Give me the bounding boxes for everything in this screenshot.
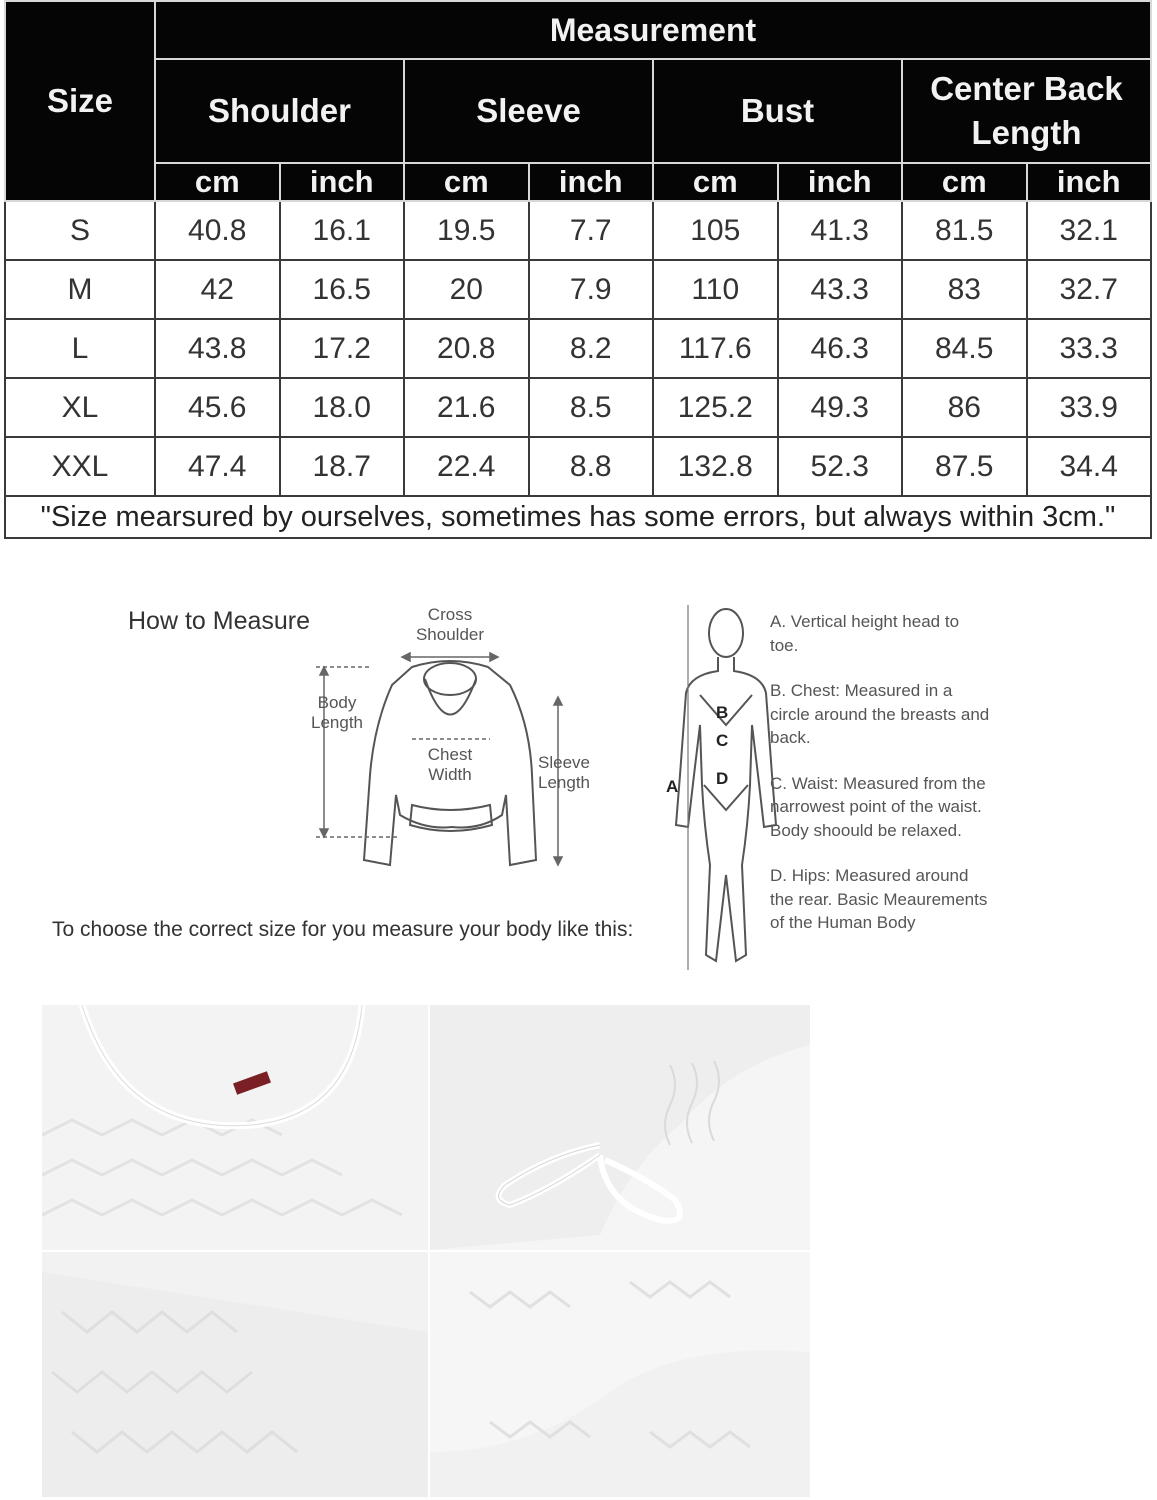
chest-width-label: Chest Width xyxy=(427,745,473,784)
how-to-measure-title: How to Measure xyxy=(128,607,311,635)
table-cell: 20 xyxy=(404,260,529,319)
size-cell: L xyxy=(5,319,155,378)
body-letter-d: D xyxy=(716,769,729,788)
table-cell: 49.3 xyxy=(778,378,903,437)
table-cell: 41.3 xyxy=(778,201,903,260)
table-cell: 132.8 xyxy=(653,437,778,496)
unit-cm: cm xyxy=(902,163,1027,201)
table-cell: 7.7 xyxy=(529,201,654,260)
how-to-measure-section xyxy=(40,575,990,1005)
photo-drawstring xyxy=(430,1005,810,1250)
table-cell: 18.0 xyxy=(280,378,405,437)
cross-shoulder-label: Cross Shoulder xyxy=(415,605,485,644)
table-cell: 84.5 xyxy=(902,319,1027,378)
table-cell: 117.6 xyxy=(653,319,778,378)
table-row xyxy=(5,437,1151,496)
header-bust: Bust xyxy=(653,59,902,163)
table-cell: 22.4 xyxy=(404,437,529,496)
table-cell: 8.5 xyxy=(529,378,654,437)
unit-inch: inch xyxy=(529,163,654,201)
table-row xyxy=(5,260,1151,319)
size-cell: S xyxy=(5,201,155,260)
note-c: C. Waist: Measured from the narrowest point of the waist. Body shoould be relaxed. xyxy=(770,773,986,840)
table-cell: 87.5 xyxy=(902,437,1027,496)
photo-hem xyxy=(42,1252,428,1497)
size-note: "Size mearsured by ourselves, sometimes has some errors, but always within 3cm." xyxy=(5,496,1151,538)
table-cell: 16.1 xyxy=(280,201,405,260)
table-cell: 110 xyxy=(653,260,778,319)
table-cell: 18.7 xyxy=(280,437,405,496)
unit-cm: cm xyxy=(404,163,529,201)
table-cell: 83 xyxy=(902,260,1027,319)
neckline-image xyxy=(42,1005,428,1250)
header-size: Size xyxy=(5,1,155,201)
table-cell: 47.4 xyxy=(155,437,280,496)
note-d: D. Hips: Measured around the rear. Basic Meaurements of the Human Body xyxy=(770,866,988,932)
unit-cm: cm xyxy=(155,163,280,201)
table-cell: 125.2 xyxy=(653,378,778,437)
body-measure-notes xyxy=(770,610,990,957)
header-sleeve: Sleeve xyxy=(404,59,653,163)
unit-inch: inch xyxy=(280,163,405,201)
unit-inch: inch xyxy=(778,163,903,201)
table-cell: 86 xyxy=(902,378,1027,437)
unit-inch: inch xyxy=(1027,163,1152,201)
header-center-back-length xyxy=(902,59,1151,163)
header-shoulder: Shoulder xyxy=(155,59,404,163)
header-measurement: Measurement xyxy=(155,1,1151,59)
body-letter-a: A xyxy=(666,777,679,796)
drawstring-image xyxy=(430,1005,810,1250)
sleeve-length-label: Sleeve Length xyxy=(538,753,590,792)
body-length-label: Body Length xyxy=(311,693,363,732)
size-cell: XL xyxy=(5,378,155,437)
table-cell: 34.4 xyxy=(1027,437,1152,496)
table-cell: 43.8 xyxy=(155,319,280,378)
photo-fabric-detail xyxy=(430,1252,810,1497)
unit-cm: cm xyxy=(653,163,778,201)
table-row xyxy=(5,201,1151,260)
fabric-detail-image xyxy=(430,1252,810,1497)
table-cell: 20.8 xyxy=(404,319,529,378)
size-chart xyxy=(4,0,1152,534)
table-row xyxy=(5,378,1151,437)
table-cell: 8.2 xyxy=(529,319,654,378)
size-cell: XXL xyxy=(5,437,155,496)
table-cell: 7.9 xyxy=(529,260,654,319)
table-cell: 21.6 xyxy=(404,378,529,437)
table-note-row xyxy=(5,496,1151,538)
table-cell: 43.3 xyxy=(778,260,903,319)
table-cell: 33.3 xyxy=(1027,319,1152,378)
table-cell: 40.8 xyxy=(155,201,280,260)
note-a: A. Vertical height head to toe. xyxy=(770,612,960,655)
table-cell: 33.9 xyxy=(1027,378,1152,437)
note-b: B. Chest: Measured in a circle around the breasts and back. xyxy=(770,681,990,747)
table-cell: 81.5 xyxy=(902,201,1027,260)
table-cell: 16.5 xyxy=(280,260,405,319)
table-cell: 32.1 xyxy=(1027,201,1152,260)
table-row xyxy=(5,319,1151,378)
size-cell: M xyxy=(5,260,155,319)
choose-size-text: To choose the correct size for you measure your body like this: xyxy=(52,918,634,941)
table-cell: 46.3 xyxy=(778,319,903,378)
body-letter-c: C xyxy=(716,731,729,750)
hem-image xyxy=(42,1252,428,1497)
table-cell: 8.8 xyxy=(529,437,654,496)
header-center-back-length-text: Center Back Length xyxy=(930,70,1123,151)
photo-neckline xyxy=(42,1005,428,1250)
table-cell: 19.5 xyxy=(404,201,529,260)
table-cell: 32.7 xyxy=(1027,260,1152,319)
table-cell: 105 xyxy=(653,201,778,260)
table-cell: 52.3 xyxy=(778,437,903,496)
size-chart-table xyxy=(4,0,1152,539)
body-letter-b: B xyxy=(716,703,729,722)
table-cell: 42 xyxy=(155,260,280,319)
table-cell: 45.6 xyxy=(155,378,280,437)
table-cell: 17.2 xyxy=(280,319,405,378)
